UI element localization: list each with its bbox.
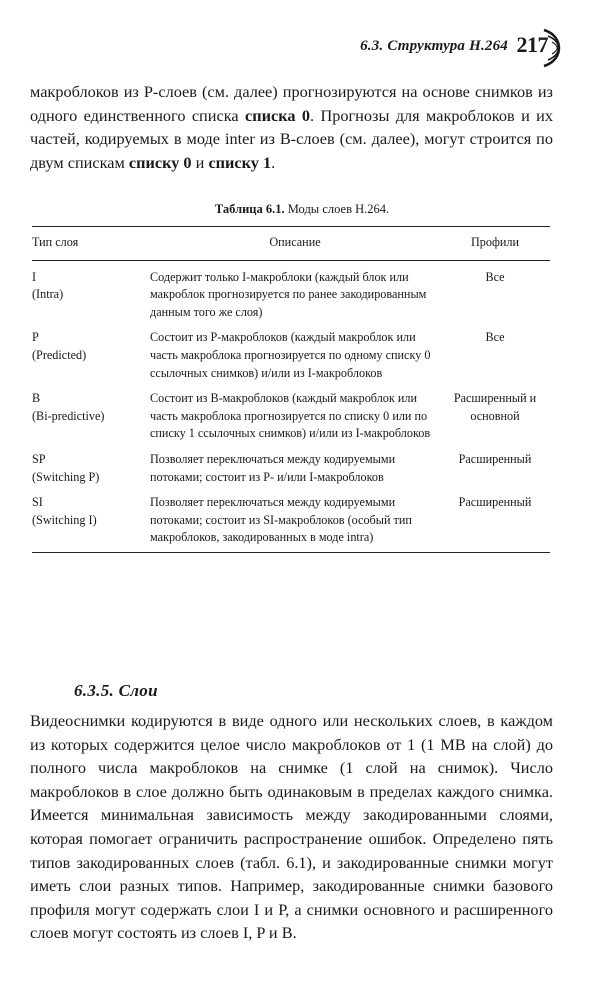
table-row [32, 448, 550, 491]
header-description: Описание [269, 235, 321, 249]
profiles-cell: Все [485, 269, 505, 284]
slice-type-cell: B (Bi-predictive) [32, 391, 105, 423]
running-header [302, 28, 562, 68]
running-header-title: 6.3. Структура H.264 [360, 38, 508, 54]
table-row [32, 491, 550, 552]
profiles-cell: Все [485, 330, 505, 345]
description-cell: Позволяет переключаться между кодируемыми потоками; состоит из SI-макроблоков (особый тип макроблоков, закодированных в моде intra) [150, 495, 412, 545]
header-profiles: Профили [470, 235, 519, 249]
table-caption [0, 202, 604, 217]
table-caption-label: Таблица 6.1. [214, 202, 285, 216]
description-cell: Содержит только I-макроблоки (каждый блок или макроблок прогнозируется по ранее закодированным данным того же слоя) [150, 269, 427, 319]
slice-type-cell: P (Predicted) [32, 330, 87, 362]
table-row [32, 260, 550, 326]
table-row [32, 387, 550, 448]
slice-modes-table [32, 226, 550, 553]
body-paragraph-slices: Видеоснимки кодируются в виде одного или нескольких слоев, в каждом из которых содержится целое число макроблоков от 1 (1 МВ на слой) до полного числа макроблоков на снимке (1 слой на снимок). Число макроблоков в слое должно быть одинаковым в пределах каждого снимка. Имеется минимальная зависимость между закодированными слоями, которая помогает ограничить распространение ошибок. Определено пять типов закодированных слоев (табл. 6.1), и закодированные снимки могут иметь слои разных типов. Например, закодированные снимки базового профиля могут содержать слои I и Р, а снимки основного и расширенного слоев могут состоять из слоев I, P и B. [30, 711, 553, 943]
table-row [32, 326, 550, 387]
profiles-cell: Расширенный и основной [453, 391, 537, 423]
description-cell: Состоит из В-макроблоков (каждый макроблок или часть макроблока прогнозируется по списку 0 или по списку 1 ссылочных снимков) и/или из I-макроблоков [150, 391, 431, 441]
slice-type-cell: I (Intra) [32, 269, 64, 302]
table-caption-text: Моды слоев H.264. [284, 202, 390, 216]
page-ornament-icon [542, 28, 562, 68]
page-number: 217 [516, 32, 548, 57]
profiles-cell: Расширенный [458, 495, 532, 510]
description-cell: Позволяет переключаться между кодируемыми потоками; состоит из Р- и/или I-макроблоков [150, 451, 396, 484]
body-paragraph-intro: макроблоков из Р-слоев (см. далее) прогнозируются на основе снимков из одного единственного списка списка 0. Прогнозы для макроблоков и их частей, кодируемых в моде inter из В-слоев (см. далее), могут строится по двум спискам списку 0 и списку 1. [30, 82, 554, 172]
section-heading: 6.3.5. Слои [74, 681, 158, 700]
profiles-cell: Расширенный [458, 451, 532, 466]
description-cell: Состоит из Р-макроблоков (каждый макроблок или часть макроблока прогнозируется по одному списку 0 ссылочных снимков) и/или из I-макроблоков [150, 330, 431, 380]
table-header-row [32, 227, 550, 261]
header-slice-type: Тип слоя [32, 235, 79, 249]
slice-type-cell: SP (Switching P) [32, 451, 100, 484]
slice-type-cell: SI (Switching I) [32, 495, 97, 527]
